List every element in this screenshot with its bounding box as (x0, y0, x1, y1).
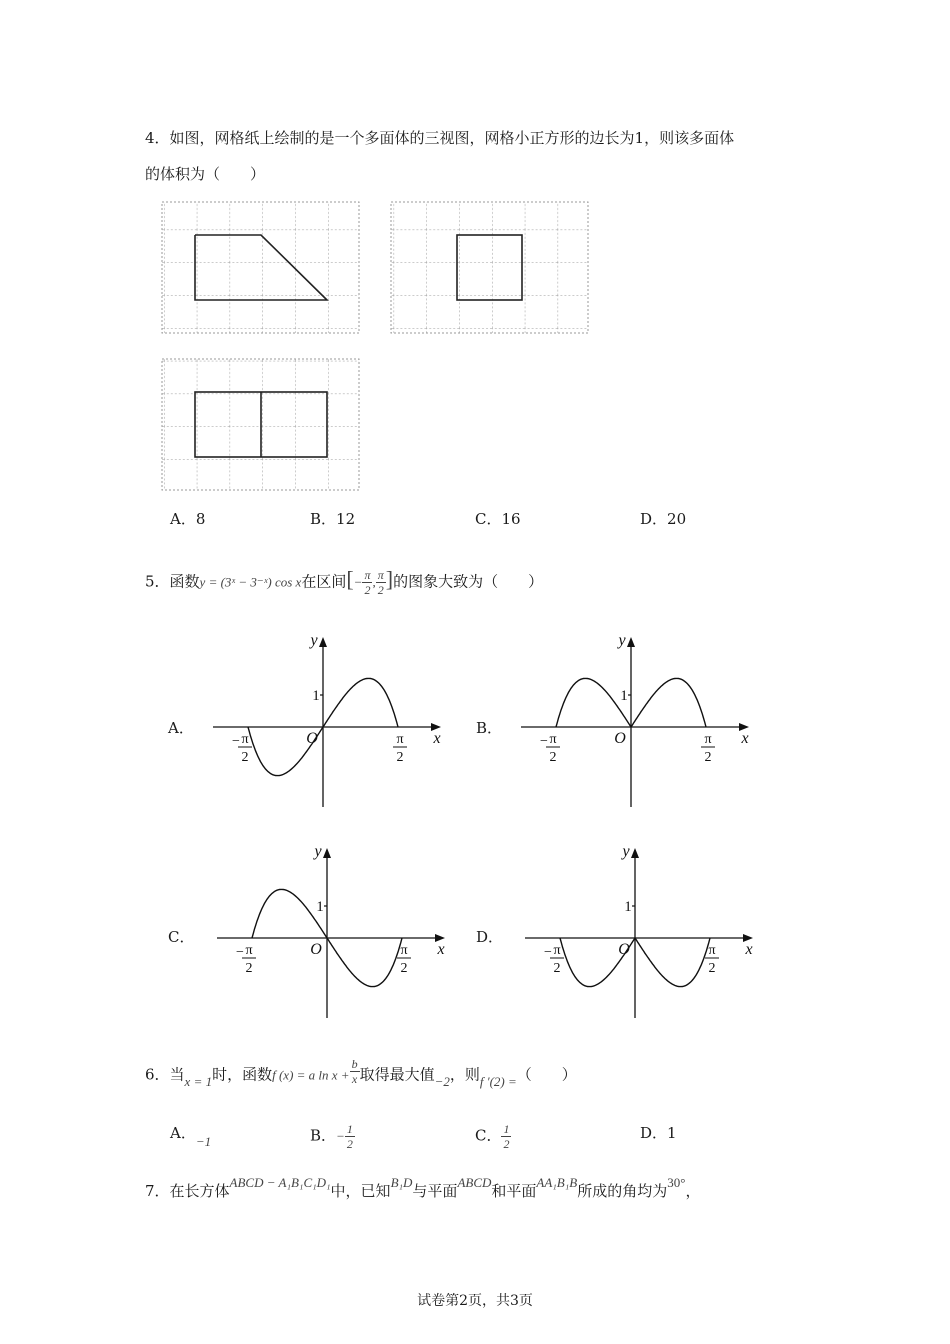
x-axis-label: x (433, 730, 441, 747)
q5-graph-d-label: D． (476, 928, 504, 946)
page-footer: 试卷第2页，共3页 (417, 1293, 533, 1309)
y-axis-arrow-icon (323, 848, 331, 858)
tick-two-left: 2 (553, 961, 561, 976)
y-label-1: 1 (312, 688, 320, 704)
tick-pi-right: π (400, 943, 408, 958)
q6-option-b: B．− $\frac{1}{2}$ (310, 1122, 353, 1151)
tick-two-right: 2 (704, 750, 712, 765)
q4-option-d: D．20 (640, 510, 687, 528)
q6-stem: 6．当x = 1时，函数f (x) = a ln x + $\frac{b}{x}$ 取得最大值−2，则f ′(2) =（ ） (145, 1057, 577, 1089)
q4-option-c: C．16 (475, 510, 521, 528)
tick-minus-sign: − (236, 945, 244, 960)
tick-two-left: 2 (549, 750, 557, 765)
q7-stem: 7．在长方体ABCD − A₁B₁C₁D₁中，已知B₁D与平面ABCD和平面AA₁B₁B所成的角均为30°， (145, 1175, 701, 1200)
tick-pi-right: π (396, 732, 404, 747)
origin-label: O (618, 941, 630, 958)
y-axis-label: y (622, 843, 630, 860)
tick-two-left: 2 (241, 750, 249, 765)
q6-option-a: A．−1 (170, 1124, 212, 1149)
q5-graph-c-label: C． (168, 928, 195, 946)
tick-minus-sign: − (232, 734, 240, 749)
q4-text-line2: 的体积为（ ） (145, 165, 266, 183)
x-axis-label: x (741, 730, 749, 747)
q6-option-c: C． $\frac{1}{2}$ (475, 1122, 510, 1151)
q4-text-line1: 4．如图，网格纸上绘制的是一个多面体的三视图，网格小正方形的边长为1，则该多面体 (145, 129, 735, 147)
q5-graph-b-label: B． (476, 719, 503, 737)
y-axis-arrow-icon (631, 848, 639, 858)
y-axis-arrow-icon (627, 637, 635, 647)
y-axis-label: y (314, 843, 322, 860)
q6-option-d: D．1 (640, 1124, 677, 1142)
origin-label: O (306, 730, 318, 747)
q5-graph-c (217, 843, 445, 1018)
y-axis-arrow-icon (319, 637, 327, 647)
origin-label: O (310, 941, 322, 958)
tick-pi-left: π (241, 732, 249, 747)
tick-pi-right: π (704, 732, 712, 747)
tick-two-right: 2 (396, 750, 404, 765)
tick-pi-left: π (553, 943, 561, 958)
tick-pi-left: π (549, 732, 557, 747)
tick-two-left: 2 (245, 961, 253, 976)
q5-graph-a (213, 632, 441, 807)
x-axis-label: x (437, 941, 445, 958)
y-label-1: 1 (624, 899, 632, 915)
q4-option-b: B．12 (310, 510, 356, 528)
tick-pi-right: π (708, 943, 716, 958)
q5-graph-b (521, 632, 749, 807)
tick-pi-left: π (245, 943, 253, 958)
tick-minus-sign: − (540, 734, 548, 749)
q5-graph-d (525, 843, 753, 1018)
q5-stem: 5．函数y = (3ˣ − 3⁻ˣ) cos x在区间[− $\frac{\pi}{2}$ , $\frac{\pi}{2}$ ]的图象大致为（ ） (145, 566, 544, 597)
y-label-1: 1 (316, 899, 324, 915)
q5-graph-a-label: A． (168, 719, 194, 737)
origin-label: O (614, 730, 626, 747)
tick-two-right: 2 (400, 961, 408, 976)
y-label-1: 1 (620, 688, 628, 704)
tick-two-right: 2 (708, 961, 716, 976)
q4-option-a: A．8 (170, 510, 206, 528)
q5-function: y = (3ˣ − 3⁻ˣ) cos x (199, 574, 302, 590)
y-axis-label: y (618, 632, 626, 649)
tick-minus-sign: − (544, 945, 552, 960)
y-axis-label: y (310, 632, 318, 649)
x-axis-label: x (745, 941, 753, 958)
